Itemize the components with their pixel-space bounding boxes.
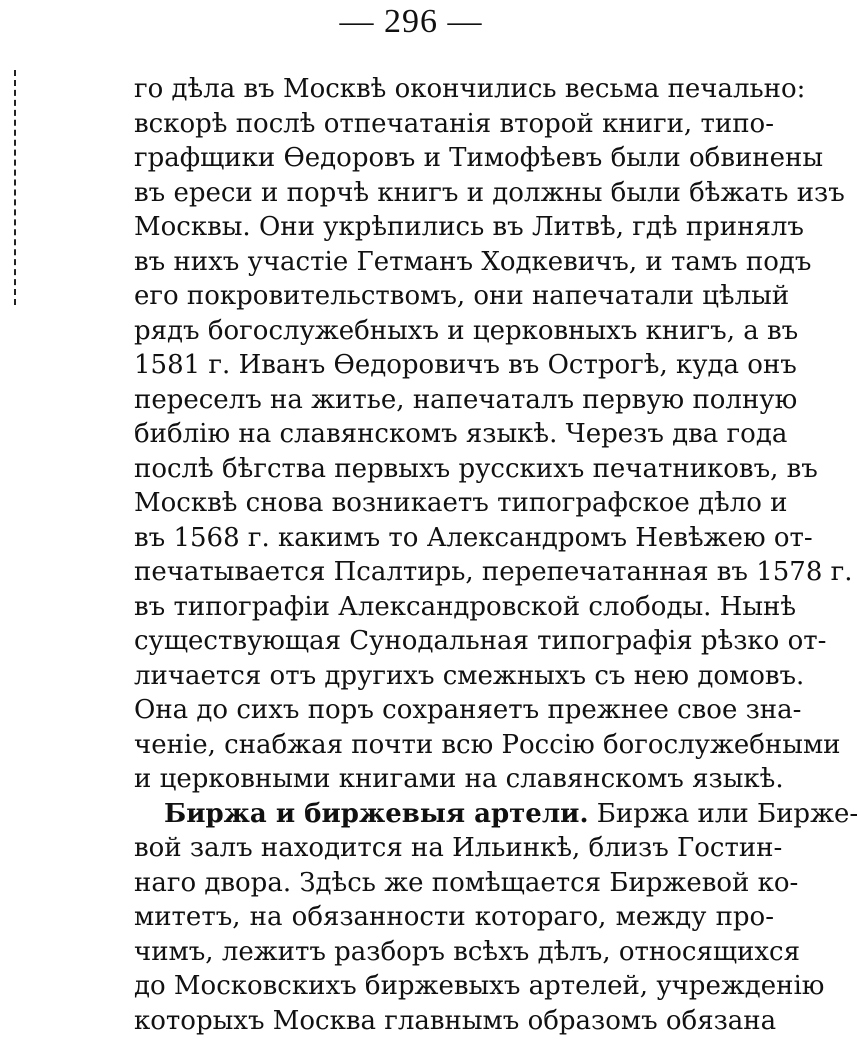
text-line: послѣ бѣгства первыхъ русскихъ печатниковъ, въ xyxy=(134,453,818,484)
text-line: въ 1568 г. какимъ то Александромъ Невѣжею от- xyxy=(134,522,813,553)
text-line: графщики Ѳедоровъ и Тимофѣевъ были обвинены xyxy=(134,143,824,173)
text-line: 1581 г. Иванъ Ѳедоровичъ въ Острогѣ, куда онъ xyxy=(134,350,797,380)
text-line: въ нихъ участіе Гетманъ Ходкевичъ, и тамъ подъ xyxy=(134,246,812,277)
text-line: вой залъ находится на Ильинкѣ, близъ Гостин- xyxy=(134,833,783,863)
text-line: существующая Сунодальная типографія рѣзко от- xyxy=(134,626,827,656)
text-line: въ типографіи Александровской слободы. Нынѣ xyxy=(134,591,797,622)
text-line: наго двора. Здѣсь же помѣщается Биржевой ко- xyxy=(134,867,799,898)
text-line: печатывается Псалтирь, перепечатанная въ 1578 г. xyxy=(134,557,853,587)
text-line: до Московскихъ биржевыхъ артелей, учрежденію xyxy=(134,971,825,1001)
body-text xyxy=(134,72,858,1038)
text-line: переселъ на житье, напечаталъ первую полную xyxy=(134,384,798,415)
text-line: и церковными книгами на славянскомъ языкѣ. xyxy=(134,764,784,794)
text-line: Она до сихъ поръ сохраняетъ прежнее свое зна- xyxy=(134,695,802,725)
text-line: рядъ богослужебныхъ и церковныхъ книгъ, а въ xyxy=(134,315,799,346)
page-number: — 296 — xyxy=(339,3,483,40)
section-heading: Биржа и биржевыя артели. xyxy=(164,798,589,829)
text-line: личается отъ другихъ смежныхъ съ нею домовъ. xyxy=(134,660,805,691)
text-line: го дѣла въ Москвѣ окончились весьма печально: xyxy=(134,74,806,104)
text-line: которыхъ Москва главнымъ образомъ обязана xyxy=(134,1005,777,1036)
text-line: библію на славянскомъ языкѣ. Черезъ два года xyxy=(134,419,788,449)
text-line: его покровительствомъ, они напечатали цѣлый xyxy=(134,281,790,311)
text-line: вскорѣ послѣ отпечатанія второй книги, типо- xyxy=(134,108,774,139)
text-line: чимъ, лежитъ разборъ всѣхъ дѣлъ, относящихся xyxy=(134,936,800,967)
text-line: Москвы. Они укрѣпились въ Литвѣ, гдѣ принялъ xyxy=(134,212,804,242)
margin-rule xyxy=(14,70,16,305)
text-line: Москвѣ снова возникаетъ типографское дѣло и xyxy=(134,488,788,518)
text-line: ченіе, снабжая почти всю Россію богослужебными xyxy=(134,729,841,760)
text-line: митетъ, на обязанности котораго, между про- xyxy=(134,902,774,932)
section-first-line xyxy=(134,797,858,832)
text-line: въ ереси и порчѣ книгъ и должны были бѣжать изъ xyxy=(134,177,845,208)
section-first-line-text: Биржа или Бирже- xyxy=(596,798,858,829)
